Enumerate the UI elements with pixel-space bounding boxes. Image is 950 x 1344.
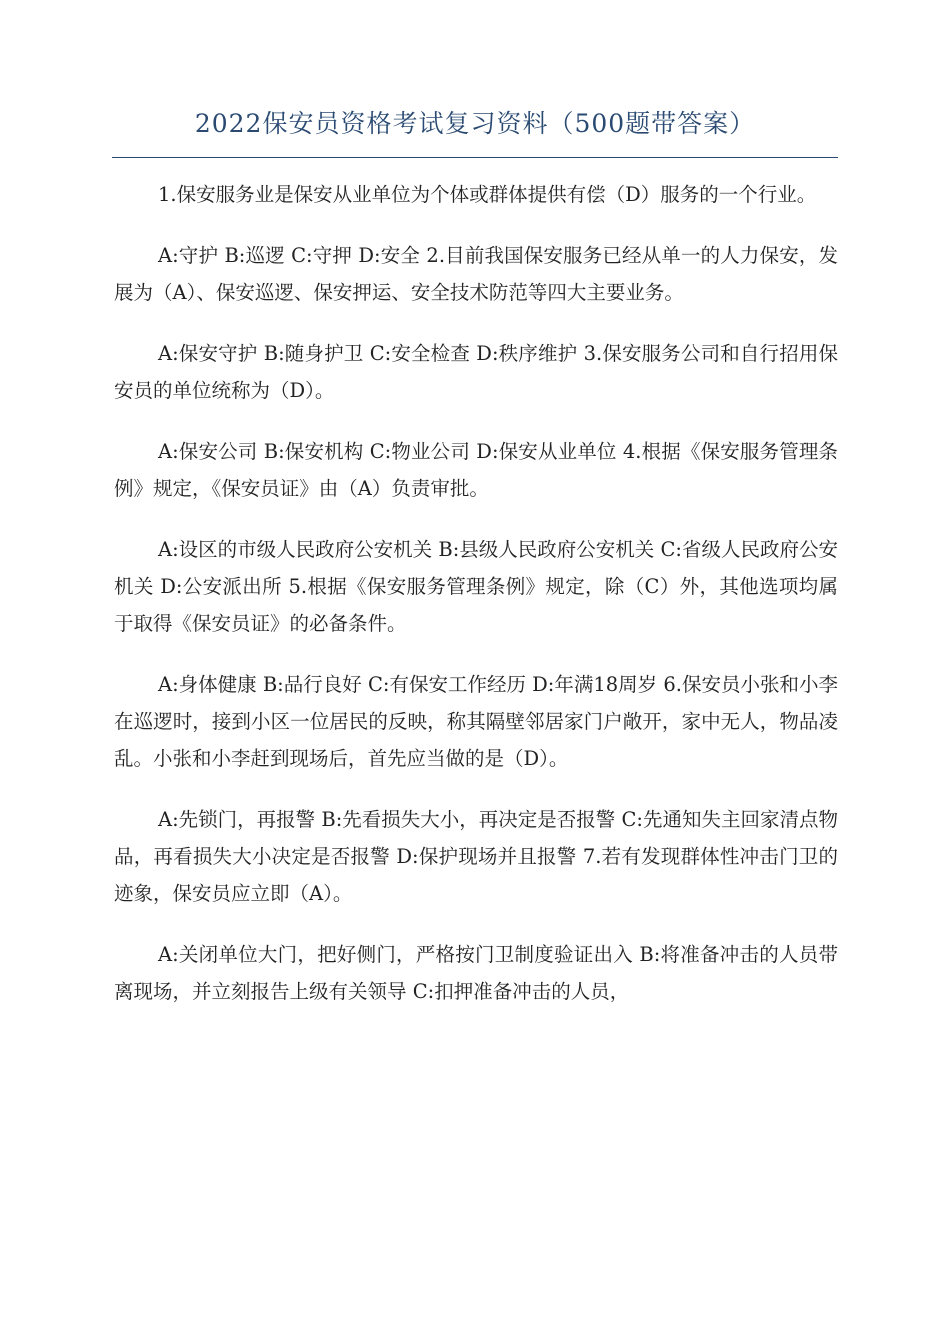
- paragraph-5: A:设区的市级人民政府公安机关 B:县级人民政府公安机关 C:省级人民政府公安机关 D:公安派出所 5.根据《保安服务管理条例》规定，除（C）外，其他选项均属于取得《保安员证》的必备条件。: [114, 538, 838, 635]
- paragraph-7: A:先锁门，再报警 B:先看损失大小，再决定是否报警 C:先通知失主回家清点物品，再看损失大小决定是否报警 D:保护现场并且报警 7.若有发现群体性冲击门卫的迹象，保安员应立即（A）。: [114, 808, 838, 905]
- paragraph-8: A:关闭单位大门，把好侧门，严格按门卫制度验证出入 B:将准备冲击的人员带离现场，并立刻报告上级有关领导 C:扣押准备冲击的人员，: [114, 943, 838, 1003]
- paragraph-3: A:保安守护 B:随身护卫 C:安全检查 D:秩序维护 3.保安服务公司和自行招用保安员的单位统称为（D）。: [114, 342, 838, 402]
- paragraph-4: A:保安公司 B:保安机构 C:物业公司 D:保安从业单位 4.根据《保安服务管理条例》规定，《保安员证》由（A）负责审批。: [114, 440, 838, 500]
- document-body: [114, 176, 838, 1034]
- document-title: 2022保安员资格考试复习资料（500题带答案）: [194, 109, 756, 138]
- paragraph-6: A:身体健康 B:品行良好 C:有保安工作经历 D:年满18周岁 6.保安员小张和小李在巡逻时，接到小区一位居民的反映，称其隔壁邻居家门户敞开，家中无人，物品凌乱。小张和小李赶到现场后，首先应当做的是（D）。: [114, 673, 838, 770]
- paragraph-2: A:守护 B:巡逻 C:守押 D:安全 2.目前我国保安服务已经从单一的人力保安，发展为（A）、保安巡逻、保安押运、安全技术防范等四大主要业务。: [114, 244, 838, 304]
- title-divider: [112, 157, 838, 158]
- paragraph-1: 1.保安服务业是保安从业单位为个体或群体提供有偿（D）服务的一个行业。: [158, 183, 817, 206]
